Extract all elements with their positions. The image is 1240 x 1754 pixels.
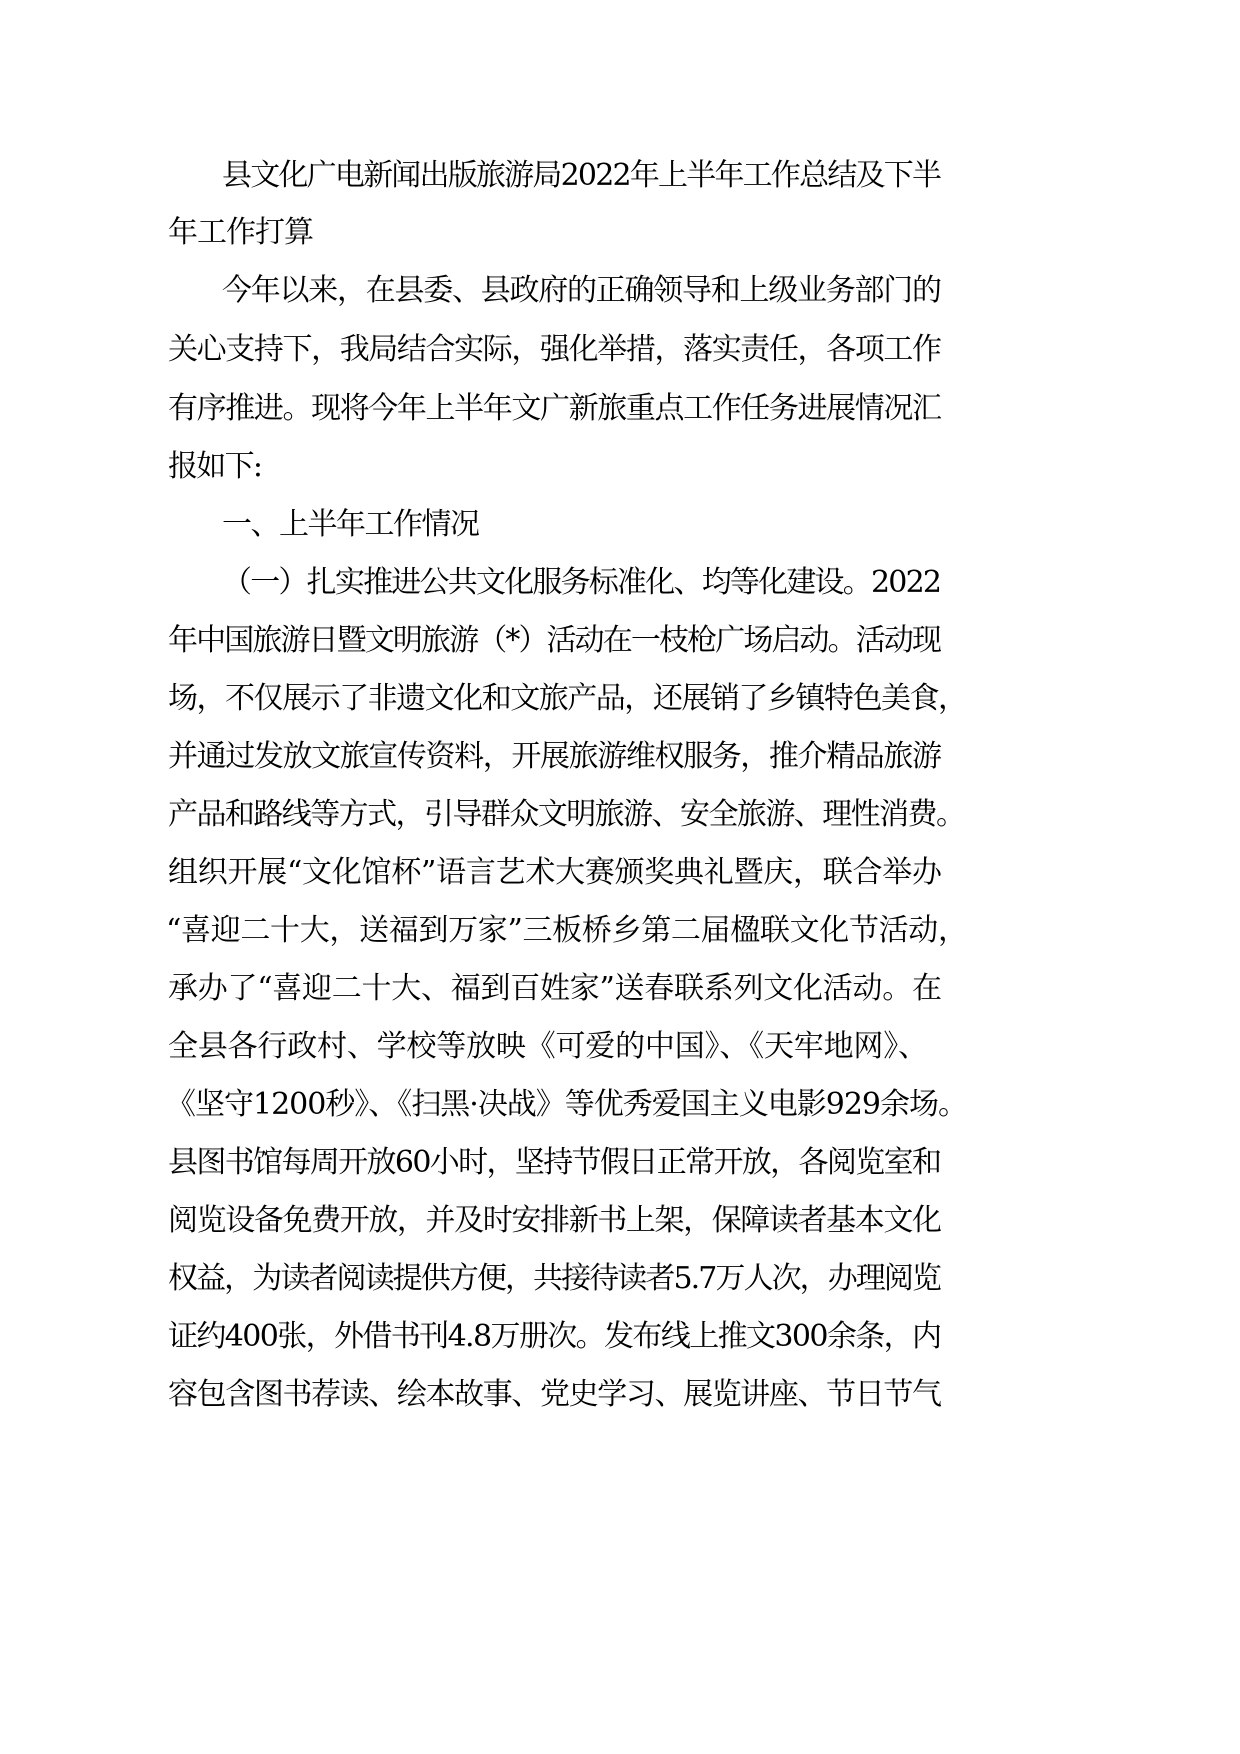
text-span: 证约400张，外借书刊4.8万册次。发布线上推文300余条，内 — [168, 1319, 941, 1354]
section-heading — [0, 500, 1240, 550]
text-span: （一）扎实推进公共文化服务标准化、均等化建设。2022 — [222, 565, 941, 600]
text-span: 产品和路线等方式，引导群众文明旅游、安全旅游、理性消费。 — [168, 797, 965, 832]
body-line-12 — [0, 1196, 1240, 1246]
intro-line-2 — [0, 325, 1240, 375]
text-span: 承办了“喜迎二十大、福到百姓家”送春联系列文化活动。在 — [168, 971, 942, 1006]
text-span: 县图书馆每周开放60小时，坚持节假日正常开放，各阅览室和 — [168, 1145, 941, 1180]
text-span: 场，不仅展示了非遗文化和文旅产品，还展销了乡镇特色美食， — [168, 681, 967, 716]
body-line-9 — [0, 1022, 1240, 1072]
text-span: 关心支持下，我局结合实际，强化举措，落实责任，各项工作 — [168, 332, 941, 367]
body-line-3 — [0, 674, 1240, 724]
body-line-5 — [0, 790, 1240, 840]
text-span: 年中国旅游日暨文明旅游（*）活动在一枝枪广场启动。活动现 — [168, 623, 941, 658]
intro-line-1 — [0, 266, 1240, 316]
body-line-15 — [0, 1370, 1240, 1420]
body-line-2 — [0, 616, 1240, 666]
text-span: 全县各行政村、学校等放映《可爱的中国》、《天牢地网》、 — [168, 1029, 928, 1064]
text-span: 并通过发放文旅宣传资料，开展旅游维权服务，推介精品旅游 — [168, 739, 941, 774]
text-span: 组织开展“文化馆杯”语言艺术大赛颁奖典礼暨庆，联合举办 — [168, 855, 942, 890]
body-line-14 — [0, 1312, 1240, 1362]
text-span: 报如下: — [168, 449, 262, 484]
body-line-7 — [0, 906, 1240, 956]
body-line-13 — [0, 1254, 1240, 1304]
text-span: 一、上半年工作情况 — [222, 507, 479, 542]
text-span: 县文化广电新闻出版旅游局2022年上半年工作总结及下半 — [222, 158, 941, 193]
body-line-8 — [0, 964, 1240, 1014]
text-span: 容包含图书荐读、绘本故事、党史学习、展览讲座、节日节气 — [168, 1377, 941, 1412]
intro-line-4 — [0, 442, 1240, 492]
text-span: 《坚守1200秒》、《扫黑·决战》等优秀爱国主义电影929余场。 — [166, 1087, 967, 1122]
intro-line-3 — [0, 384, 1240, 434]
title-line-2 — [0, 208, 1240, 258]
text-span: 今年以来，在县委、县政府的正确领导和上级业务部门的 — [222, 273, 941, 308]
text-span: 权益，为读者阅读提供方便，共接待读者5.7万人次，办理阅览 — [168, 1261, 941, 1296]
body-line-4 — [0, 732, 1240, 782]
text-span: 年工作打算 — [168, 215, 313, 250]
title-line-1 — [0, 151, 1240, 201]
text-span: 有序推进。现将今年上半年文广新旅重点工作任务进展情况汇 — [168, 391, 941, 426]
body-line-1 — [0, 558, 1240, 608]
body-line-11 — [0, 1138, 1240, 1188]
body-line-6 — [0, 848, 1240, 898]
body-line-10 — [0, 1080, 1240, 1130]
text-span: 阅览设备免费开放，并及时安排新书上架，保障读者基本文化 — [168, 1203, 941, 1238]
text-span: “喜迎二十大，送福到万家”三板桥乡第二届楹联文化节活动， — [166, 913, 968, 948]
